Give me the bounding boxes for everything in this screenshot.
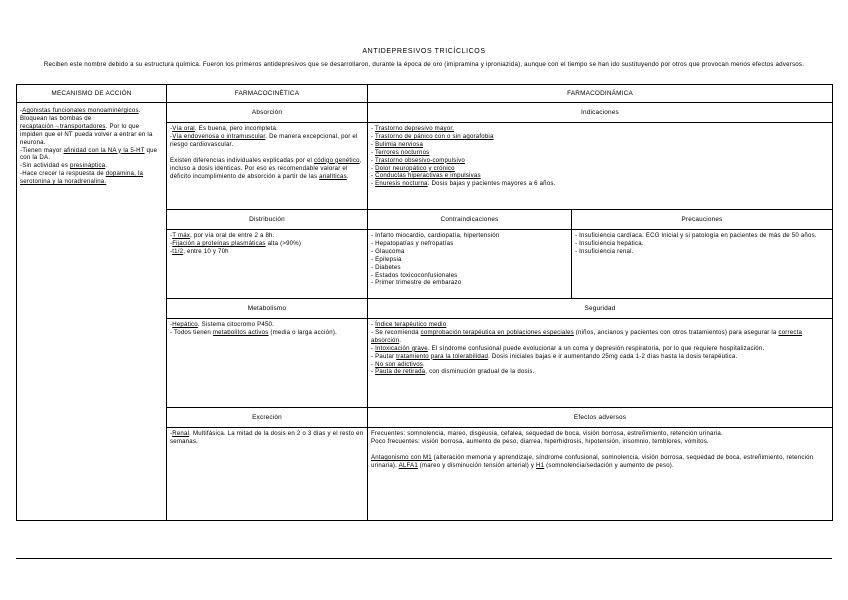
distribucion-fijacion: -Fijación a proteínas plasmáticas alta (>90%): [170, 239, 302, 247]
page-bottom-rule: [16, 558, 832, 559]
metabolismo-hepatico: -Hepático. Sistema citocromo P450.: [170, 321, 275, 328]
mecanismo-line-5: -Hace crecer la respuesta de dopamina, la serotonina y la noradrenalina.: [20, 170, 144, 186]
absorcion-via-ev: -Vía endovenosa o intramuscular. De manera excepcional, por el riesgo cardiovascular.: [170, 132, 358, 148]
precaucion-item: - Insuficiencia cardíaca. ECG inicial y si patología en pacientes de más de 50 años.: [575, 232, 817, 239]
indicacion-item: - Trastorno obsesivo-compulsivo: [371, 156, 465, 164]
distribucion-cell: [167, 230, 368, 299]
indicaciones-header: Indicaciones: [368, 103, 833, 123]
mecanismo-line-3: -Tienen mayor afinidad con la NA y la 5-HT que con la DA.: [20, 146, 158, 162]
indicaciones-cell: [368, 123, 833, 210]
seguridad-comprobacion: - Se recomienda comprobación terapéutica en poblaciones especiales (niños, ancianos y pacientes con otros tratamientos) para asegurar la correcta absorción.: [371, 328, 803, 344]
mecanismo-line-1: -Agonistas funcionales monoaminérgicos. Bloquean las bombas de: [20, 107, 141, 122]
contraindicacion-item: - Diabetes: [371, 263, 401, 271]
distribucion-t12: -t1/2, entre 10 y 70h: [170, 247, 229, 255]
contraindicacion-item: - Hepatopatías y nefropatías: [371, 239, 454, 247]
intro-paragraph: Reciben este nombre debido a su estructura química. Fueron los primeros antidepresivos que se desarrollaron, durante la época de oro (imipramina y iproniazida), aunque con el tiempo se han ido sustituyendo por otros que provocan menos efectos adversos.: [43, 61, 805, 68]
seguridad-adictivos: - No son adictivos.: [371, 360, 425, 368]
absorcion-cell: [167, 123, 368, 210]
document-title: ANTIDEPRESIVOS TRICÍCLICOS: [362, 48, 486, 55]
subheader-row-1: [17, 103, 833, 123]
seguridad-tratamiento: - Pautar tratamiento para la tolerabilidad. Dosis iniciales bajas e ir aumentando 25mg cada 1-2 días hasta la dosis terapéutica.: [371, 352, 738, 360]
contraindicacion-item: - Glaucoma: [371, 247, 405, 255]
indicacion-item: - Terrores nocturnos: [371, 148, 430, 156]
seguridad-header: Seguridad: [368, 299, 833, 319]
indicacion-item: - Dolor neuropático y crónico: [371, 164, 455, 172]
absorcion-header: Absorción: [167, 103, 368, 123]
indicacion-item: - Bulimia nerviosa: [371, 140, 424, 148]
contraindicaciones-header: Contraindicaciones: [368, 210, 572, 230]
contraindicacion-item: - Infarto miocardio, cardiopatía, hipertensión: [371, 232, 500, 239]
excrecion-renal: -Renal. Multifásica. La mitad de la dosis en 2 o 3 días y el resto en semanas.: [170, 430, 364, 445]
seguridad-indice: - Índice terapéutico medio: [371, 321, 447, 328]
drug-info-table: [16, 84, 833, 521]
mecanismo-line-2: recaptación→transportadores. Por lo que impiden que el NT pueda volver a entrar en la neurona.: [20, 122, 153, 146]
precauciones-header: Precauciones: [572, 210, 833, 230]
contraindicacion-item: - Estados toxicoconfusionales: [371, 271, 458, 279]
contraindicaciones-cell: [368, 230, 572, 299]
efectos-frecuentes: Frecuentes: somnolencia, mareo, disgeusia, cefalea, sequedad de boca, visión borrosa, estreñimiento, retención urinaria.: [371, 430, 723, 437]
distribucion-header: Distribución: [167, 210, 368, 230]
metabolismo-header: Metabolismo: [167, 299, 368, 319]
header-farmacocinetica: FARMACOCINÉTICA: [167, 85, 368, 103]
header-farmacodinamica: FARMACODINÁMICA: [368, 85, 833, 103]
excrecion-cell: [167, 428, 368, 521]
mecanismo-line-4: -Sin actividad es presináptica.: [20, 162, 108, 170]
seguridad-retirada: - Pauta de retirada, con disminución gradual de la dosis.: [371, 368, 535, 376]
precaucion-item: - Insuficiencia hepática.: [575, 239, 644, 247]
contraindicacion-item: - Epilepsia: [371, 255, 402, 263]
indicacion-item: - Trastorno depresivo mayor.: [371, 125, 455, 132]
efectos-cell: [368, 428, 833, 521]
mecanismo-cell: [17, 103, 167, 521]
metabolismo-cell: [167, 319, 368, 408]
efectos-header: Efectos adversos: [368, 408, 833, 428]
seguridad-intoxicacion: - Intoxicación grave. El síndrome confusional puede evolucionar a un coma y depresión respiratoria, por lo que requiere hospitalización.: [371, 344, 765, 352]
distribucion-tmax: -T máx, por vía oral de entre 2 a 8h.: [170, 232, 275, 239]
excrecion-header: Excreción: [167, 408, 368, 428]
absorcion-paragraph: Existen diferencias individuales explicadas por el código genético, incluso a dosis idénticas. Por eso es recomendable valorar el déficito incumplimiento de absorción a partir de las analíticas.: [170, 156, 362, 180]
efectos-poco-frecuentes: Poco frecuentes: visión borrosa, aumento de peso, diarrea, hiperhidrosis, hipotensión, insomnio, temblores, vómitos.: [371, 437, 709, 445]
indicacion-item: - Conductas hiperactivas e impulsivas: [371, 172, 481, 180]
indicacion-item: - Trastorno de pánico con o sin agorafobia: [371, 132, 494, 140]
contraindicacion-item: - Primer trimestre de embarazo: [371, 279, 462, 287]
indicacion-item-last: - Enuresis nocturna. Dosis bajas y pacientes mayores a 6 años.: [371, 180, 556, 188]
seguridad-cell: [368, 319, 833, 408]
efectos-antagonismo: Antagonismo con M1 (alteración memoria y aprendizaje, síndrome confusional, somnolencia, visión borrosa, sequedad de boca, estreñimiento, retención urinaria), ALFA1 (mareo y disminución tensión arterial) y H1 (somnolencia/sedación y aumento de peso).: [371, 453, 814, 469]
precauciones-cell: [572, 230, 833, 299]
absorcion-via-oral: -Vía oral. Es buena, pero incompleta.: [170, 125, 279, 132]
metabolismo-metabolitos: - Todos tienen metabolitos activos (media o larga acción).: [170, 328, 337, 336]
precaucion-item: - Insuficiencia renal.: [575, 247, 634, 255]
header-mecanismo: MECANISMO DE ACCIÓN: [17, 85, 167, 103]
header-row: [17, 85, 833, 103]
